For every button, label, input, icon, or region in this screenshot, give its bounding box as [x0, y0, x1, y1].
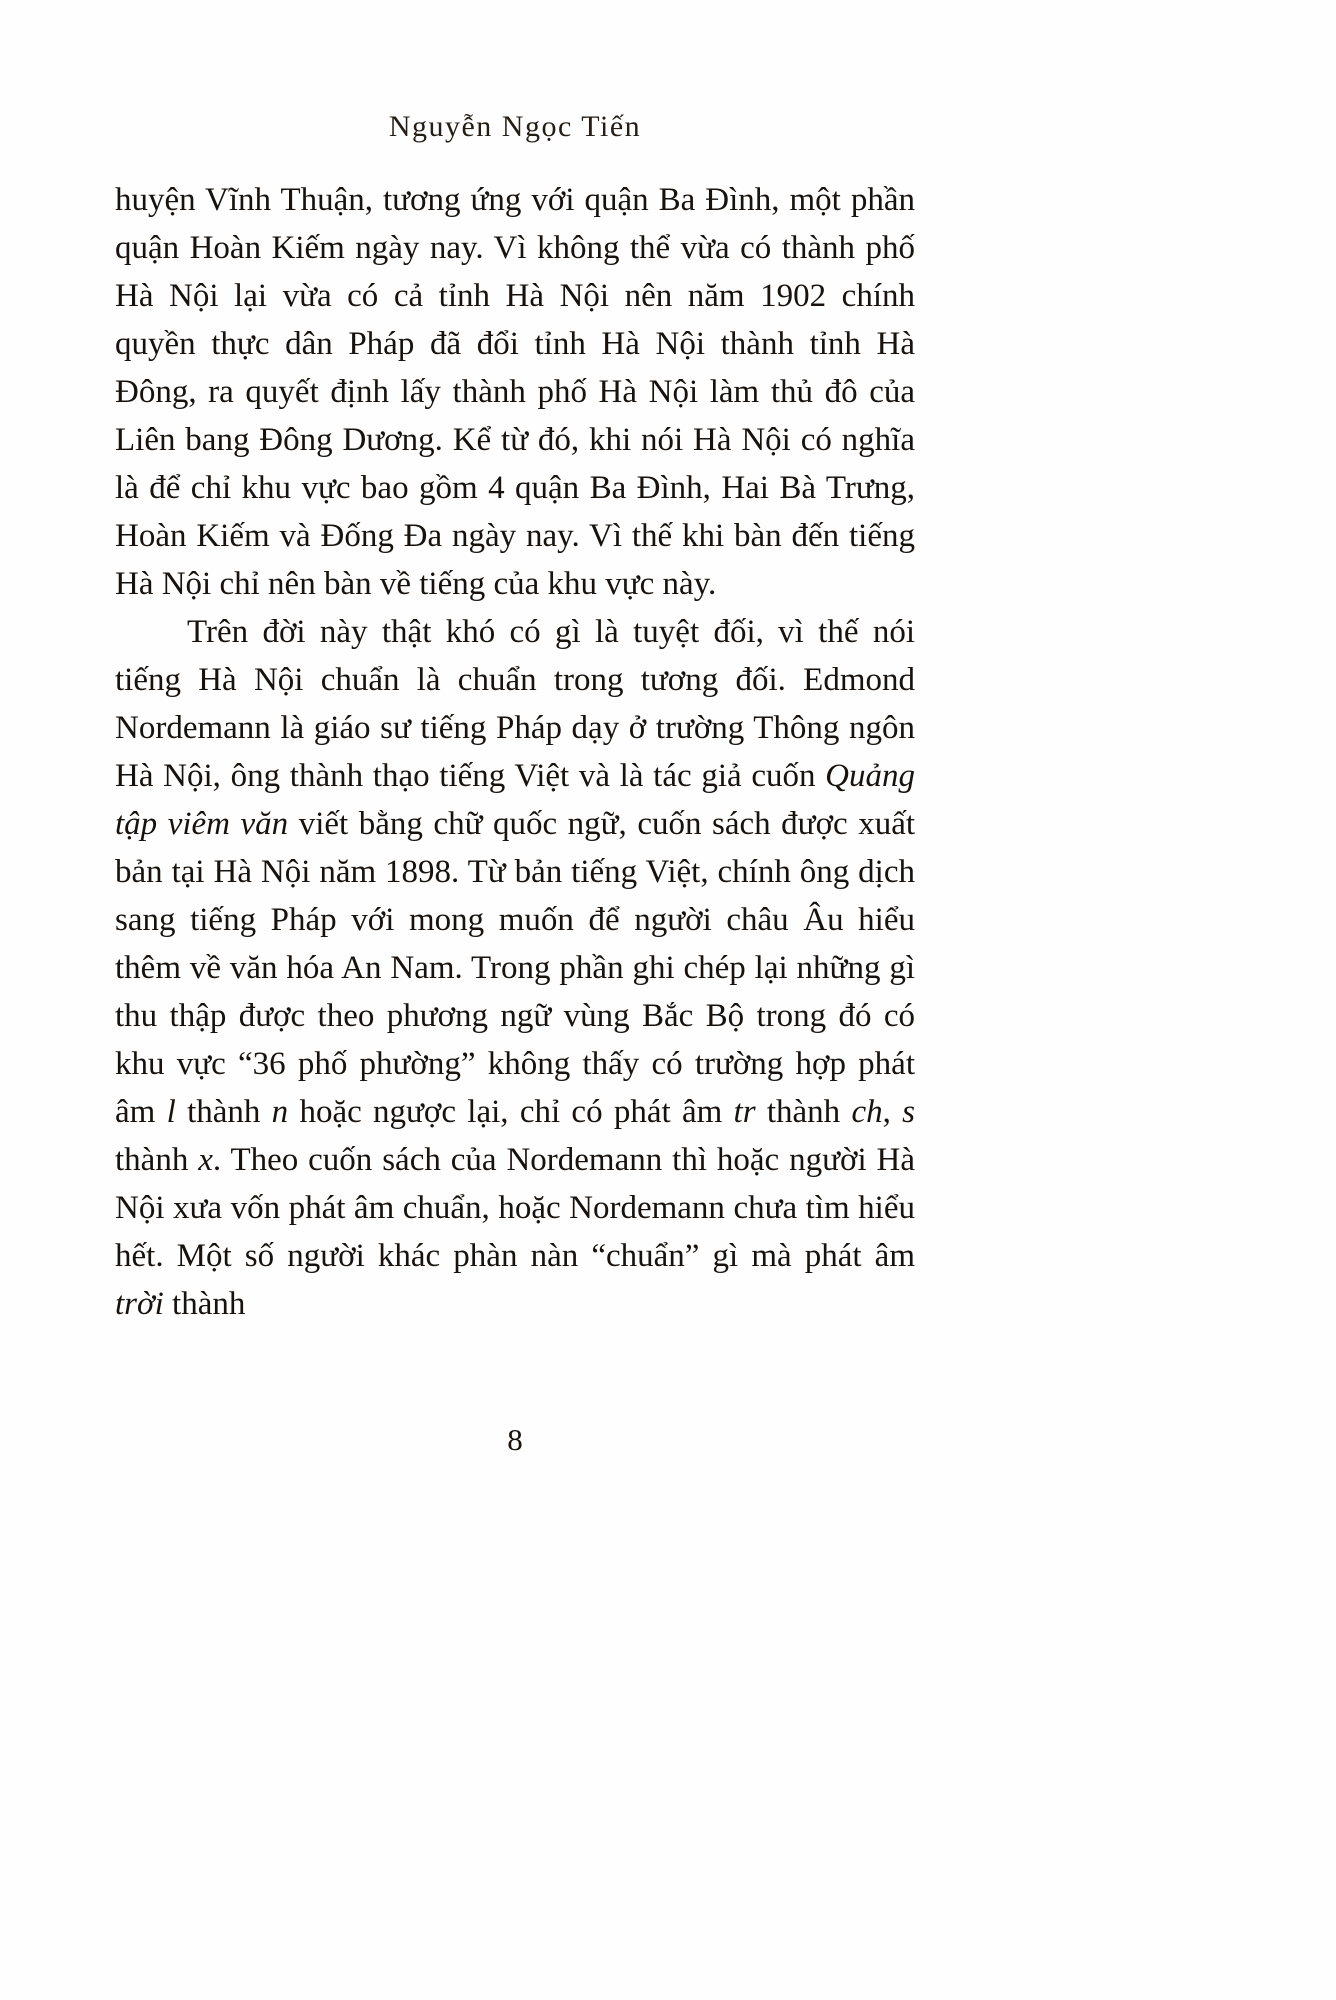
paragraph: [115, 608, 915, 1328]
text-segment: thành: [115, 1142, 199, 1178]
text-segment: ,: [882, 1094, 903, 1130]
italic-text-segment: l: [166, 1094, 176, 1130]
text-segment: thành: [755, 1094, 852, 1130]
text-segment: Trên đời này thật khó có gì là tuyệt đối, vì thế nói tiếng Hà Nội chuẩn là chuẩn trong tương đối. Edmond Nordemann là giáo sư tiếng Pháp dạy ở trường Thông ngôn Hà Nội, ông thành thạo tiếng Việt và là tác giả cuốn: [115, 614, 915, 794]
text-segment: thành: [175, 1094, 272, 1130]
text-segment: hoặc ngược lại, chỉ có phát âm: [288, 1094, 734, 1130]
text-segment: thành: [163, 1286, 246, 1322]
running-header: Nguyễn Ngọc Tiến: [388, 110, 642, 143]
italic-text-segment: tr: [733, 1094, 756, 1130]
italic-text-segment: trời: [115, 1286, 164, 1322]
page-number: 8: [507, 1422, 523, 1457]
italic-text-segment: x: [198, 1142, 213, 1178]
text-segment: viết bằng chữ quốc ngữ, cuốn sách được xuất bản tại Hà Nội năm 1898. Từ bản tiếng Việt, chính ông dịch sang tiếng Pháp với mong muốn để người châu Âu hiểu thêm về văn hóa An Nam. Trong phần ghi chép lại những gì thu thập được theo phương ngữ vùng Bắc Bộ trong đó có khu vực “36 phố phường” không thấy có trường hợp phát âm: [115, 806, 916, 1130]
body-text: [115, 176, 915, 1328]
text-segment: huyện Vĩnh Thuận, tương ứng với quận Ba Đình, một phần quận Hoàn Kiếm ngày nay. Vì không thể vừa có thành phố Hà Nội lại vừa có cả tỉnh Hà Nội nên năm 1902 chính quyền thực dân Pháp đã đổi tỉnh Hà Nội thành tỉnh Hà Đông, ra quyết định lấy thành phố Hà Nội làm thủ đô của Liên bang Đông Dương. Kể từ đó, khi nói Hà Nội có nghĩa là để chỉ khu vực bao gồm 4 quận Ba Đình, Hai Bà Trưng, Hoàn Kiếm và Đống Đa ngày nay. Vì thế khi bàn đến tiếng Hà Nội chỉ nên bàn về tiếng của khu vực này.: [115, 182, 915, 602]
paragraph: [115, 176, 915, 608]
italic-text-segment: n: [271, 1094, 289, 1130]
italic-text-segment: Quảng tập viêm văn: [115, 758, 915, 842]
text-segment: . Theo cuốn sách của Nordemann thì hoặc người Hà Nội xưa vốn phát âm chuẩn, hoặc Nordemann chưa tìm hiểu hết. Một số người khác phàn nàn “chuẩn” gì mà phát âm: [115, 1142, 915, 1274]
italic-text-segment: s: [902, 1094, 915, 1130]
italic-text-segment: ch: [851, 1094, 883, 1130]
